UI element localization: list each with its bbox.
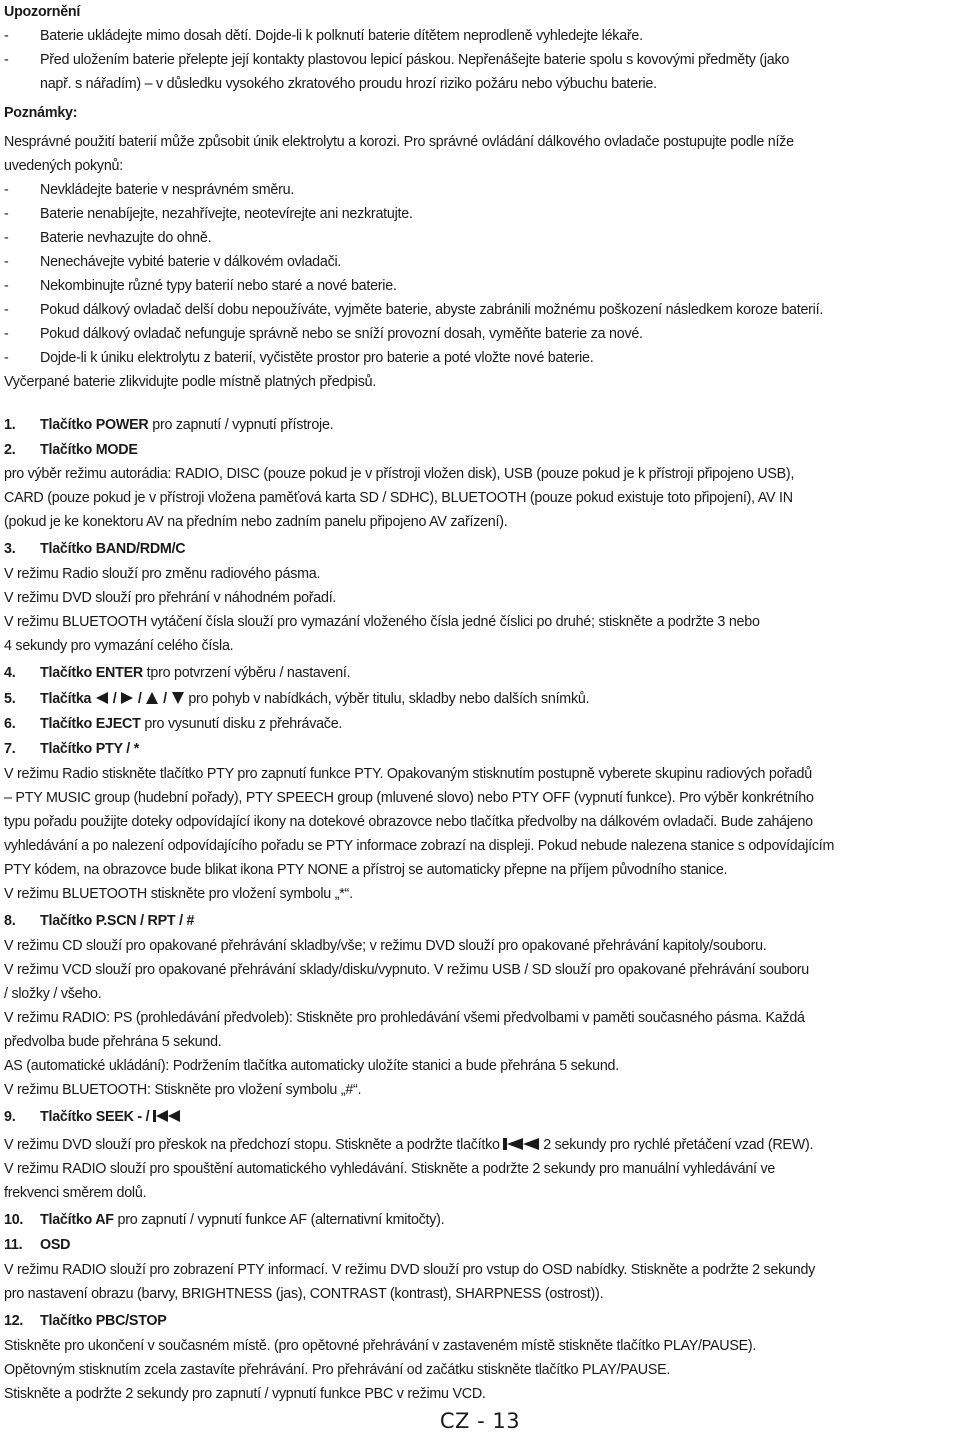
item-text: CARD (pouze pokud je v přístroji vložena paměťová karta SD / SDHC), BLUETOOTH (pouze pokud existuje toto připojení), AV IN bbox=[4, 490, 793, 506]
item-af: 10. Tlačítko AF pro zapnutí / vypnutí funkce AF (alternativní kmitočty). bbox=[4, 1212, 445, 1228]
item-text: pro nastavení obrazu (barvy, BRIGHTNESS (jas), CONTRAST (kontrast), SHARPNESS (ostrost)). bbox=[4, 1286, 604, 1302]
item-text: / složky / všeho. bbox=[4, 986, 102, 1002]
item-text: V režimu DVD slouží pro přehrání v náhodném pořadí. bbox=[4, 590, 337, 606]
item-text: V režimu BLUETOOTH: Stiskněte pro vložení symbolu „#“. bbox=[4, 1082, 362, 1098]
item-text: Stiskněte pro ukončení v současném místě. (pro opětovné přehrávání v zastaveném místě stiskněte tlačítko PLAY/PAUSE). bbox=[4, 1338, 757, 1354]
item-text: V režimu DVD slouží pro přeskok na předchozí stopu. Stiskněte a podržte tlačítko 2 sekundy pro rychlé přetáčení vzad (REW). bbox=[4, 1137, 814, 1153]
arrow-left-icon bbox=[95, 691, 109, 705]
item-text: PTY kódem, na obrazovce bude blikat ikona PTY NONE a přístroj se automaticky přepne na příjem původního stanice. bbox=[4, 862, 728, 878]
item-text: AS (automatické ukládání): Podržením tlačítka automaticky uložíte stanici a bude přehrána 5 sekund. bbox=[4, 1058, 619, 1074]
item-label: Tlačítko AF bbox=[40, 1212, 114, 1228]
item-text: V režimu Radio slouží pro změnu radiového pásma. bbox=[4, 566, 321, 582]
arrow-up-icon bbox=[145, 691, 159, 705]
item-band: 3. Tlačítko BAND/RDM/C bbox=[4, 541, 186, 557]
item-label: OSD bbox=[40, 1237, 71, 1253]
item-navigation: 5. Tlačítka / / / pro pohyb v nabídkách, výběr titulu, skladby nebo dalších snímků. bbox=[4, 691, 590, 707]
item-text: V režimu RADIO slouží pro zobrazení PTY informací. V režimu DVD slouží pro vstup do OSD nabídky. Stiskněte a podržte 2 sekundy bbox=[4, 1262, 816, 1278]
item-text: – PTY MUSIC group (hudební pořady), PTY SPEECH group (mluvené slovo) nebo PTY OFF (vypnutí funkce). Pro výběr konkrétního bbox=[4, 790, 814, 806]
item-text: V režimu BLUETOOTH stiskněte pro vložení symbolu „*“. bbox=[4, 886, 353, 902]
item-label: Tlačítko EJECT bbox=[40, 716, 141, 732]
item-seek: 9. Tlačítko SEEK - / bbox=[4, 1105, 181, 1129]
item-text: 4 sekundy pro vymazání celého čísla. bbox=[4, 638, 234, 654]
item-text: frekvenci směrem dolů. bbox=[4, 1185, 147, 1201]
page-number: CZ - 13 bbox=[439, 1409, 521, 1433]
item-eject: 6. Tlačítko EJECT pro vysunutí disku z přehrávače. bbox=[4, 716, 343, 732]
notes-closing: Vyčerpané baterie zlikvidujte podle místně platných předpisů. bbox=[4, 374, 377, 390]
item-label: Tlačítko SEEK - / bbox=[40, 1109, 150, 1125]
item-text: V režimu BLUETOOTH vytáčení čísla slouží pro vymazání vloženého čísla jedné číslici po druhé; stiskněte a podržte 3 nebo bbox=[4, 614, 760, 630]
item-text: V režimu Radio stiskněte tlačítko PTY pro zapnutí funkce PTY. Opakovaným stisknutím postupně vyberete skupinu radiových pořadů bbox=[4, 766, 812, 782]
item-pty: 7. Tlačítko PTY / * bbox=[4, 741, 140, 757]
item-text: V režimu RADIO: PS (prohledávání předvoleb): Stiskněte pro prohledávání všemi předvolbami v paměti současného pásma. Každá bbox=[4, 1010, 805, 1026]
item-text: pro výběr režimu autorádia: RADIO, DISC (pouze pokud je v přístroji vložen disk), USB (pouze pokud je k přístroji připojeno USB), bbox=[4, 466, 795, 482]
item-label: Tlačítko PBC/STOP bbox=[40, 1313, 167, 1329]
item-text: V režimu VCD slouží pro opakované přehrávání sklady/disku/vypnuto. V režimu USB / SD slouží pro opakované přehrávání souboru bbox=[4, 962, 809, 978]
item-text: Opětovným stisknutím zcela zastavíte přehrávání. Pro přehrávání od začátku stiskněte tlačítko PLAY/PAUSE. bbox=[4, 1362, 671, 1378]
item-label: Tlačítka bbox=[40, 691, 92, 707]
item-mode: 2. Tlačítko MODE bbox=[4, 442, 138, 458]
item-text: vyhledávání a po nalezení odpovídajícího pořadu se PTY informace zobrazí na displeji. Pokud nebude nalezena stanice s odpovídajícím bbox=[4, 838, 835, 854]
item-power: 1. Tlačítko POWER pro zapnutí / vypnutí přístroje. bbox=[4, 417, 334, 433]
item-label: Tlačítko MODE bbox=[40, 442, 138, 458]
item-text: Stiskněte a podržte 2 sekundy pro zapnutí / vypnutí funkce PBC v režimu VCD. bbox=[4, 1386, 486, 1402]
item-label: Tlačítko PTY / * bbox=[40, 741, 140, 757]
item-enter: 4. Tlačítko ENTER tpro potvrzení výběru / nastavení. bbox=[4, 665, 351, 681]
notes-intro: Nesprávné použití baterií může způsobit únik elektrolytu a korozi. Pro správné ovládání dálkového ovladače postupujte podle níže bbox=[4, 134, 794, 150]
arrow-right-icon bbox=[120, 691, 134, 705]
item-text: typu pořadu použijte doteky odpovídající ikony na dotekové obrazovce nebo tlačítka předvolby na dálkovém ovladači. Bude zahájeno bbox=[4, 814, 813, 830]
item-label: Tlačítko POWER bbox=[40, 417, 149, 433]
warning-heading: Upozornění bbox=[4, 4, 81, 20]
item-text: V režimu RADIO slouží pro spouštění automatického vyhledávání. Stiskněte a podržte 2 sekundy pro manuální vyhledávání ve bbox=[4, 1161, 776, 1177]
notes-intro: uvedených pokynů: bbox=[4, 158, 123, 174]
item-text: V režimu CD slouží pro opakované přehrávání skladby/vše; v režimu DVD slouží pro opakované přehrávání kapitoly/souboru. bbox=[4, 938, 767, 954]
item-pbc-stop: 12. Tlačítko PBC/STOP bbox=[4, 1313, 167, 1329]
item-label: Tlačítko ENTER bbox=[40, 665, 143, 681]
item-text: (pokud je ke konektoru AV na předním nebo zadním panelu připojeno AV zařízení). bbox=[4, 514, 508, 530]
item-pscn: 8. Tlačítko P.SCN / RPT / # bbox=[4, 913, 195, 929]
notes-heading: Poznámky: bbox=[4, 105, 78, 121]
skip-previous-icon bbox=[153, 1109, 181, 1123]
arrow-down-icon bbox=[171, 691, 185, 705]
item-osd: 11. OSD bbox=[4, 1237, 71, 1253]
item-text: předvolba bude přehrána 5 sekund. bbox=[4, 1034, 222, 1050]
item-label: Tlačítko BAND/RDM/C bbox=[40, 541, 186, 557]
item-label: Tlačítko P.SCN / RPT / # bbox=[40, 913, 195, 929]
skip-previous-icon bbox=[503, 1137, 539, 1151]
warning-bullet-continuation: např. s nářadím) – v důsledku vysokého zkratového proudu hrozí riziko požáru nebo výbuchu baterie. bbox=[40, 76, 657, 92]
